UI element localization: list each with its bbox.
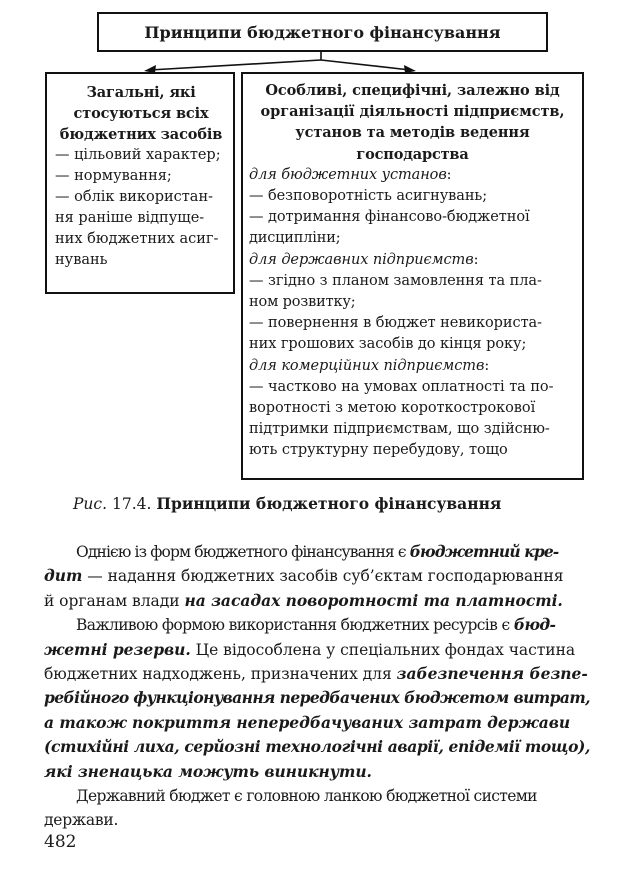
emphasized-text: на засадах поворотності та платності.: [184, 590, 563, 610]
text-segment: Державний бюджет є головною ланкою бюджетної системи: [76, 787, 537, 806]
body-line: [44, 613, 592, 637]
text-segment: Це відособлена у спеціальних фондах частина: [190, 640, 576, 659]
category-label: для державних підприємств: [249, 251, 474, 268]
category-line: [249, 250, 576, 271]
emphasized-text: забезпечення безпе-: [396, 664, 588, 684]
diagram-title: Принципи бюджетного фінансування: [144, 22, 501, 42]
body-line: [44, 711, 592, 735]
category-colon: :: [473, 251, 479, 268]
heading-line: організації діяльності підприємств,: [260, 103, 565, 121]
heading-line: Загальні, які: [86, 84, 196, 101]
caption-label: Рис.: [73, 495, 108, 513]
caption-number: 17.4.: [111, 495, 152, 513]
principle-line: — цільовий характер;: [55, 147, 221, 163]
principle-line: — дотримання фінансово-бюджетної: [249, 209, 530, 226]
principle-line: — повернення в бюджет невикориста-: [249, 315, 542, 332]
general-principles-heading: [55, 82, 227, 145]
text-segment: — надання бюджетних засобів суб’єктам господарювання: [82, 567, 564, 586]
emphasized-text: бюджетний кре-: [409, 542, 559, 561]
heading-line: бюджетних засобів: [59, 126, 223, 143]
specific-principles-list: [249, 165, 576, 462]
text-segment: держави.: [44, 811, 119, 830]
principle-line: нувань: [55, 252, 108, 268]
specific-principles-box: [241, 72, 584, 480]
heading-line: стосуються всіх: [73, 105, 209, 122]
emphasized-text: (стихійні лиха, серйозні технологічні аварії, епідемії тощо),: [44, 737, 591, 757]
general-principles-box: [45, 72, 235, 294]
principle-line: — облік використан-: [55, 189, 214, 205]
body-line: [44, 760, 592, 784]
text-segment: бюджетних надходжень, призначених для: [44, 665, 397, 684]
principle-line: них бюджетних асиг-: [55, 231, 219, 247]
diagram-title-box: [97, 12, 548, 52]
body-text: [44, 540, 592, 833]
emphasized-text: ребійного функціонування передбачених бюджетом витрат,: [44, 688, 590, 708]
body-line: [44, 589, 592, 613]
figure-caption: [73, 494, 501, 513]
category-line: [249, 165, 576, 186]
heading-line: установ та методів ведення: [295, 124, 530, 142]
category-line: [249, 356, 576, 377]
specific-principles-heading: [249, 80, 576, 165]
text-segment: Важливою формою використання бюджетних ресурсів є: [76, 616, 514, 635]
principle-line: — безповоротність асигнувань;: [249, 188, 488, 205]
caption-title: Принципи бюджетного фінансування: [156, 494, 502, 513]
principle-line: дисципліни;: [249, 230, 341, 247]
principle-line: — нормування;: [55, 168, 172, 184]
principle-line: ють структурну перебудову, тощо: [249, 442, 508, 459]
principle-line: — згідно з планом замовлення та пла-: [249, 272, 542, 289]
page-number: 482: [44, 832, 77, 852]
category-colon: :: [446, 166, 452, 183]
principle-line: них грошових засобів до кінця року;: [249, 336, 527, 353]
body-line: [44, 686, 592, 710]
principle-line: воротності з метою короткострокової: [249, 400, 536, 417]
emphasized-text: бюд-: [513, 615, 556, 635]
category-colon: :: [484, 357, 490, 374]
heading-line: Особливі, специфічні, залежно від: [265, 82, 560, 99]
principle-line: підтримки підприємствам, що здійсню-: [249, 421, 550, 438]
principle-line: ном розвитку;: [249, 294, 356, 311]
emphasized-text: жетні резерви.: [44, 639, 191, 659]
body-line: [44, 784, 592, 808]
emphasized-text: а також покриття непередбачуваних затрат держави: [44, 712, 571, 732]
body-line: [44, 808, 592, 832]
emphasized-text: які зненацька можуть виникнути.: [44, 761, 372, 781]
principle-line: ня раніше відпуще-: [55, 210, 205, 226]
category-label: для комерційних підприємств: [249, 357, 485, 374]
body-line: [44, 662, 592, 686]
principle-line: — частково на умовах оплатності та по-: [249, 378, 554, 395]
text-segment: й органам влади: [44, 591, 185, 610]
text-segment: Однією із форм бюджетного фінансування є: [76, 543, 410, 561]
body-line: [44, 735, 592, 759]
body-line: [44, 540, 592, 564]
body-line: [44, 638, 592, 662]
category-label: для бюджетних установ: [249, 166, 447, 183]
heading-line: господарства: [356, 145, 469, 163]
body-line: [44, 564, 592, 588]
emphasized-text: дит: [44, 566, 83, 586]
